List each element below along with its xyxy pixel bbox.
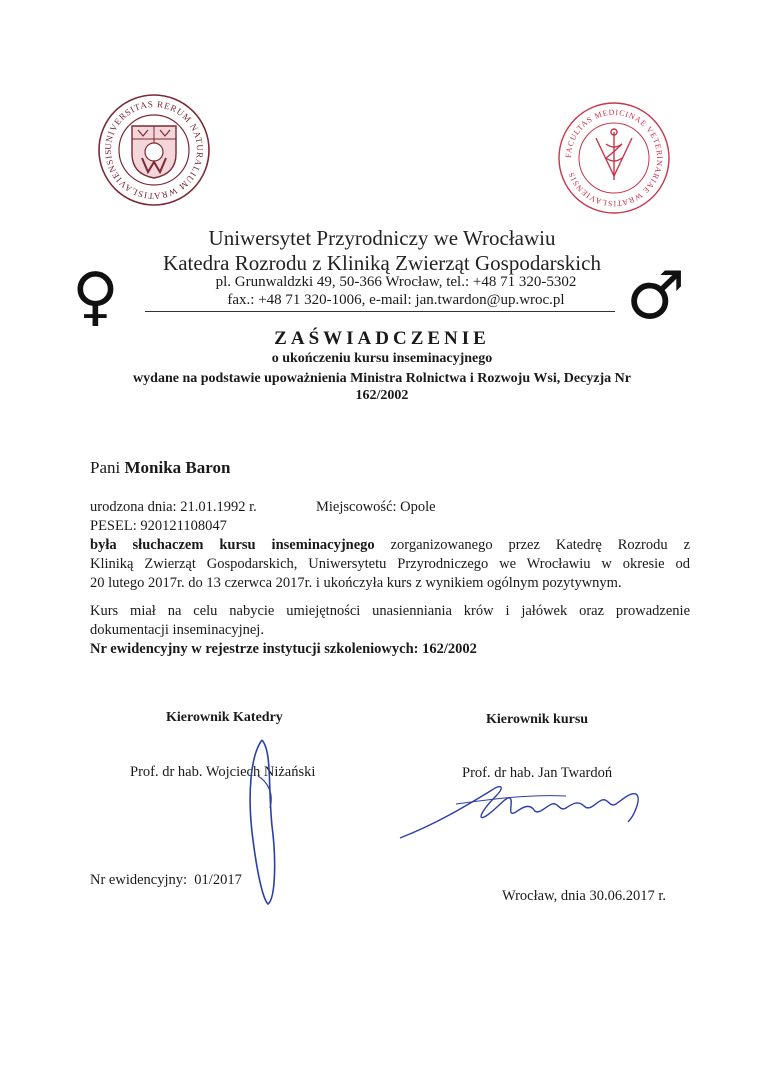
decision-number: 162/2002	[355, 388, 409, 403]
faculty-seal-ring-text: FACULTAS MEDICINAE VETERINARIAE WRATISLAVIENSIS	[563, 107, 665, 209]
authorization-line: wydane na podstawie upoważnienia Ministra Rolnictwa i Rozwoju Wsi, Decyzja Nr	[133, 371, 631, 386]
university-name: Uniwersytet Przyrodniczy we Wrocławiu	[208, 226, 556, 250]
recipient-prefix: Pani	[90, 458, 121, 477]
recipient	[90, 458, 230, 478]
birth-row	[90, 498, 690, 517]
statement-line-2: Kliniką Zwierząt Gospodarskich, Uniwersytetu Przyrodniczego we Wrocławiu w okresie od	[90, 556, 690, 572]
place-and-date: Wrocław, dnia 30.06.2017 r.	[502, 888, 666, 904]
right-signatory-name: Prof. dr hab. Jan Twardoń	[462, 765, 613, 781]
certificate-body	[90, 498, 690, 593]
address-line: pl. Grunwaldzki 49, 50-366 Wrocław, tel.: +48 71 320-5302	[215, 274, 577, 290]
record-number: Nr ewidencyjny: 01/2017	[90, 872, 242, 888]
birth-date-label: urodzona dnia:	[90, 499, 177, 515]
birth-date: 21.01.1992 r.	[180, 499, 257, 515]
statement-rest: zorganizowanego przez Katedrę Rozrodu z	[374, 537, 691, 553]
male-symbol-icon: ♂	[626, 257, 686, 334]
contact-line: fax.: +48 71 320-1006, e-mail: jan.twardon@up.wroc.pl	[227, 292, 565, 308]
registry-number: Nr ewidencyjny w rejestrze instytucji szkoleniowych: 162/2002	[90, 641, 477, 657]
department-name: Katedra Rozrodu z Kliniką Zwierząt Gospodarskich	[163, 251, 601, 275]
right-signatory-title: Kierownik kursu	[486, 712, 589, 727]
purpose-line-2: dokumentacji inseminacyjnej.	[90, 622, 264, 638]
document-title: ZAŚWIADCZENIE	[274, 328, 490, 349]
statement-bold: była słuchaczem kursu inseminacyjnego	[90, 537, 375, 553]
right-handwritten-signature	[396, 776, 666, 846]
pesel-row	[90, 517, 690, 536]
place-value: Opole	[400, 499, 436, 515]
caduceus-icon	[596, 129, 632, 180]
document-subtitle: o ukończeniu kursu inseminacyjnego	[271, 351, 493, 366]
statement-line-1	[90, 536, 690, 555]
purpose-line-1: Kurs miał na celu nabycie umiejętności unasienniania krów i jałówek oraz prowadzenie	[90, 603, 690, 619]
place-label: Miejscowość:	[315, 499, 397, 515]
recipient-name: Monika Baron	[124, 458, 231, 477]
left-signatory-title: Kierownik Katedry	[166, 710, 283, 725]
pesel-value: 920121108047	[140, 518, 227, 534]
header-divider	[145, 311, 615, 312]
female-symbol-icon: ♀	[72, 260, 119, 334]
faculty-seal	[556, 100, 672, 216]
coat-of-arms-icon	[132, 126, 176, 178]
pesel-label: PESEL:	[90, 518, 137, 534]
statement-line-3: 20 lutego 2017r. do 13 czerwca 2017r. i ukończyła kurs z wynikiem ogólnym pozytywnym.	[90, 575, 622, 591]
university-seal	[96, 92, 212, 208]
left-signatory-name: Prof. dr hab. Wojciech Niżański	[130, 764, 316, 780]
university-seal-ring-text: UNIVERSITAS RERUM NATURALIUM WRATISLAVIENSIS	[102, 98, 206, 202]
purpose-paragraph	[90, 602, 690, 659]
